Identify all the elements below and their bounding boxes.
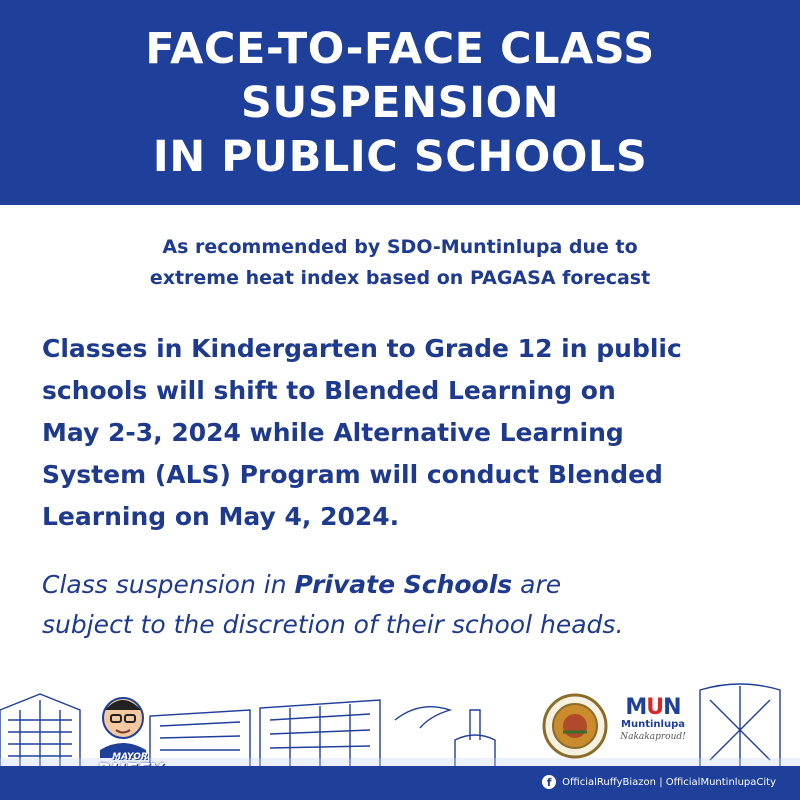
- subtitle-line-2: extreme heat index based on PAGASA forecast: [149, 267, 651, 289]
- footer-bar: [0, 766, 800, 800]
- body-line-3: May 2-3, 2024 while Alternative Learning: [42, 418, 624, 447]
- title-line-1: FACE-TO-FACE CLASS: [145, 23, 655, 74]
- title-line-3: IN PUBLIC SCHOOLS: [152, 131, 648, 182]
- note-pre: Class suspension in: [42, 570, 295, 599]
- body-line-4: System (ALS) Program will conduct Blended: [42, 460, 663, 489]
- body-line-1: Classes in Kindergarten to Grade 12 in public: [42, 334, 682, 363]
- private-school-note: [42, 565, 772, 645]
- city-seal-logo: [542, 693, 608, 759]
- body-line-5: Learning on May 4, 2024.: [42, 502, 400, 531]
- announcement-body: [42, 328, 772, 538]
- mun-m: M: [625, 695, 647, 720]
- social-handles-text: OfficialRuffyBiazon | OfficialMuntinlupaCity: [562, 776, 776, 788]
- mun-n: N: [663, 695, 681, 720]
- subtitle: [0, 232, 800, 294]
- subtitle-line-1: As recommended by SDO-Muntinlupa due to: [162, 236, 638, 258]
- mun-u: U: [646, 695, 664, 720]
- title-line-2: SUSPENSION: [240, 77, 560, 128]
- note-line-2: subject to the discretion of their school heads.: [42, 610, 624, 639]
- mun-city-name: Muntinlupa: [621, 719, 685, 730]
- mun-tagline: Nakakaproud!: [620, 732, 686, 742]
- title-banner: [0, 0, 800, 205]
- note-line-1: [42, 565, 772, 605]
- mun-wordmark: [618, 697, 688, 719]
- muntinlupa-logo: [618, 697, 688, 743]
- note-post: are: [512, 570, 562, 599]
- facebook-icon: f: [542, 775, 556, 789]
- note-bold: Private Schools: [294, 570, 513, 599]
- body-line-2: schools will shift to Blended Learning on: [42, 376, 616, 405]
- mayor-title: MAYOR: [112, 752, 148, 762]
- social-handles: [542, 775, 776, 789]
